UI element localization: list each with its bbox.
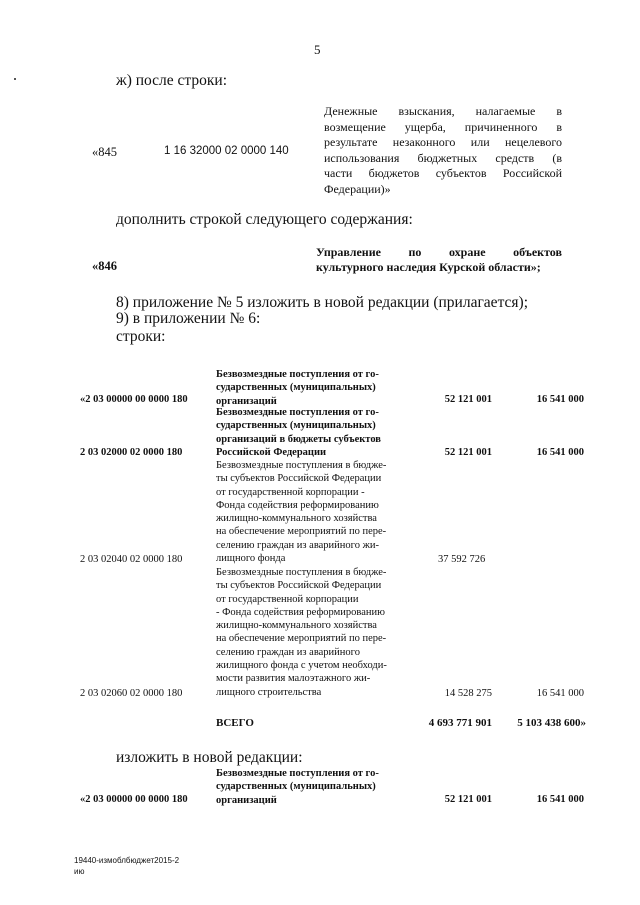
t1-total-v1: 4 693 771 901 bbox=[428, 717, 492, 729]
t1-r2-text bbox=[216, 406, 412, 459]
t1-r1-line: сударственных (муниципальных) bbox=[216, 382, 376, 394]
row846-text bbox=[316, 245, 562, 275]
t1-r3-v1: 37 592 726 bbox=[438, 554, 486, 565]
t1-r2-v1: 52 121 001 bbox=[444, 447, 492, 458]
t1-r2-line: Безвозмездные поступления от го- bbox=[216, 407, 379, 418]
t1-total-v2: 5 103 438 600» bbox=[517, 717, 586, 729]
row845-line: Денежные взыскания, налагаемые в bbox=[324, 104, 562, 118]
t1-r3-line: селению граждан из аварийного жи- bbox=[216, 539, 379, 551]
item-9: 9) в приложении № 6: bbox=[116, 310, 261, 327]
row846-line: Управление по охране объектов bbox=[316, 245, 562, 259]
t1-total-label: ВСЕГО bbox=[216, 717, 254, 729]
t1-r1-v2: 16 541 000 bbox=[536, 394, 584, 405]
t1-r3-line: на обеспечение мероприятий по пере- bbox=[216, 526, 387, 538]
t1-r3-code: 2 03 02040 02 0000 180 bbox=[80, 554, 183, 565]
t1-r3-line: Безвозмездные поступления в бюдже- bbox=[216, 460, 387, 471]
t2-r1-line: организаций bbox=[216, 794, 277, 806]
row846-line: культурного наследия Курской области»; bbox=[316, 260, 541, 274]
rows-word: строки: bbox=[116, 328, 166, 345]
t1-r2-v2: 16 541 000 bbox=[536, 447, 584, 458]
t1-r4-line: селению граждан из аварийного bbox=[216, 646, 360, 658]
row846-code1: «846 bbox=[92, 259, 117, 273]
t1-r4-line: жилищного фонда с учетом необходи- bbox=[216, 660, 387, 672]
t1-r4-line: мости развития малоэтажного жи- bbox=[216, 673, 371, 685]
page-number: 5 bbox=[314, 42, 321, 57]
section-heading-zh: ж) после строки: bbox=[116, 72, 228, 89]
row845-text bbox=[324, 104, 562, 198]
t2-r1-line: сударственных (муниципальных) bbox=[216, 781, 376, 793]
row845-line: части бюджетов субъектов Российской bbox=[324, 166, 562, 181]
t1-r4-line: от государственной корпорации bbox=[216, 593, 359, 605]
row845-line: результате незаконного или нецелевого bbox=[324, 135, 562, 150]
t1-r3-line: Фонда содействия реформированию bbox=[216, 499, 379, 511]
footer bbox=[74, 855, 179, 877]
t1-r1-v1: 52 121 001 bbox=[444, 394, 492, 405]
t2-r1-text bbox=[216, 767, 412, 807]
row845-line: использования бюджетных средств (в bbox=[324, 150, 562, 165]
t1-r3-line: ты субъектов Российской Федерации bbox=[216, 473, 382, 485]
t1-r4-line: жилищно-коммунального хозяйства bbox=[216, 620, 377, 632]
t2-r1-line: Безвозмездные поступления от го- bbox=[216, 768, 379, 779]
t2-r1-code: «2 03 00000 00 0000 180 bbox=[80, 794, 188, 805]
new-edition-heading: изложить в новой редакции: bbox=[116, 749, 303, 766]
t1-r4-code: 2 03 02060 02 0000 180 bbox=[80, 688, 183, 699]
t1-r4-line: ты субъектов Российской Федерации bbox=[216, 580, 382, 592]
t1-r4-line: - Фонда содействия реформированию bbox=[216, 606, 385, 618]
t1-r4-v1: 14 528 275 bbox=[444, 688, 492, 699]
t1-r2-line: Российской Федерации bbox=[216, 446, 327, 458]
row845-code1: «845 bbox=[92, 145, 117, 159]
t1-r3-text bbox=[216, 459, 412, 565]
footer-line2: ию bbox=[74, 867, 85, 876]
scan-speck bbox=[14, 78, 16, 80]
t2-r1-v2: 16 541 000 bbox=[536, 794, 584, 805]
t2-r1-v1: 52 121 001 bbox=[444, 794, 492, 805]
t1-r4-line: на обеспечение мероприятий по пере- bbox=[216, 633, 387, 645]
t1-r1-line: Безвозмездные поступления от го- bbox=[216, 369, 379, 380]
footer-line1: 19440-измоблбюджет2015-2 bbox=[74, 856, 180, 865]
t1-r1-code: «2 03 00000 00 0000 180 bbox=[80, 394, 188, 405]
t1-r3-line: лищного фонда bbox=[216, 553, 286, 565]
t1-r3-line: жилищно-коммунального хозяйства bbox=[216, 513, 377, 525]
t1-r3-line: от государственной корпорации - bbox=[216, 486, 365, 498]
t1-r4-v2: 16 541 000 bbox=[536, 688, 584, 699]
add-line-heading: дополнить строкой следующего содержания: bbox=[116, 211, 413, 228]
t1-r4-line: лищного строительства bbox=[216, 686, 322, 698]
t1-r1-line: организаций bbox=[216, 395, 277, 407]
t1-r2-line: сударственных (муниципальных) bbox=[216, 420, 376, 432]
row845-line: возмещение ущерба, причиненного в bbox=[324, 119, 562, 134]
row845-line: Федерации)» bbox=[324, 181, 391, 196]
t1-r2-code: 2 03 02000 02 0000 180 bbox=[80, 447, 183, 458]
row845-code2: 1 16 32000 02 0000 140 bbox=[164, 145, 289, 157]
t1-r4-line: Безвозмездные поступления в бюдже- bbox=[216, 567, 387, 578]
t1-r2-line: организаций в бюджеты субъектов bbox=[216, 433, 381, 445]
item-8: 8) приложение № 5 изложить в новой редакции (прилагается); bbox=[116, 294, 529, 311]
t1-r4-text bbox=[216, 566, 412, 699]
t1-r1-text bbox=[216, 368, 412, 408]
